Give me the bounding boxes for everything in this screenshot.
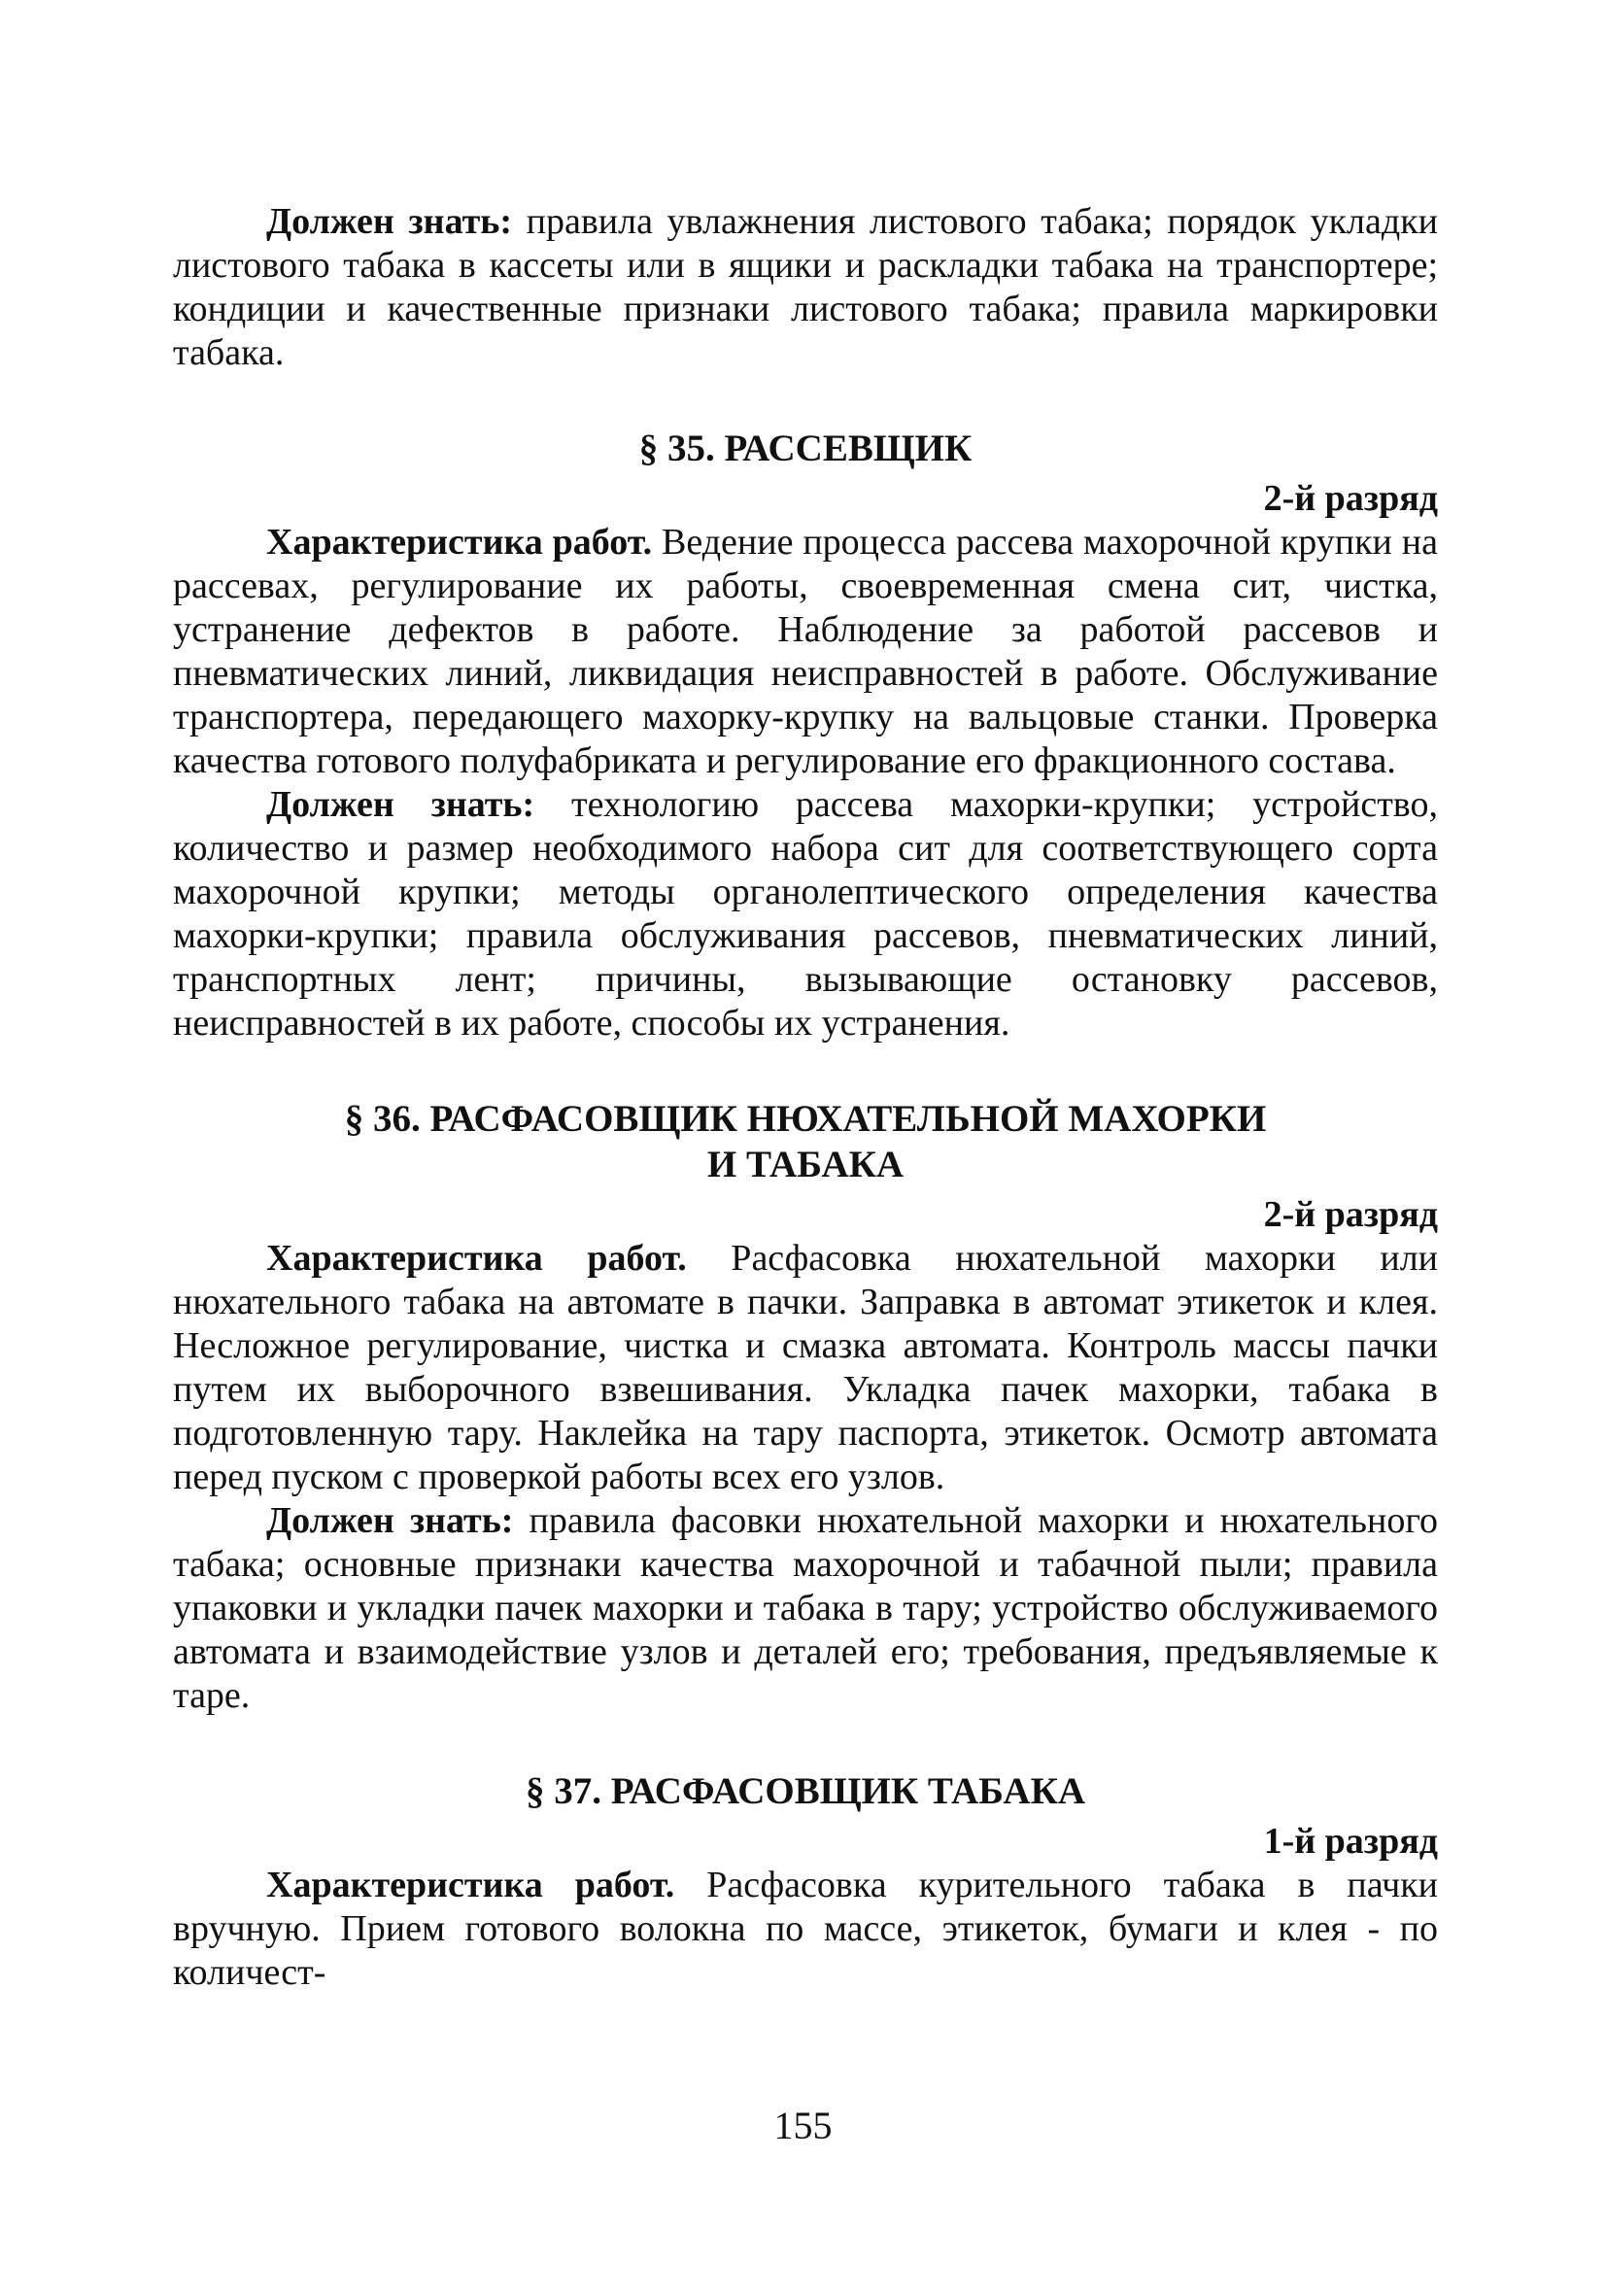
section-heading-37: § 37. РАСФАСОВЩИК ТАБАКА <box>525 1770 1086 1812</box>
rank-label-37: 1-й разряд <box>1263 1821 1438 1862</box>
knowledge-lead: Должен знать: <box>266 1500 514 1541</box>
page-number: 155 <box>773 2104 833 2147</box>
rank-label-36: 2-й разряд <box>1263 1194 1438 1235</box>
knowledge-text: технологию рассева махорки-крупки; устройство, количество и размер необходимого набора сит для соответствующего сорта махорочной крупки; методы органолептического определения качества махорки-крупки; правила обслуживания рассевов, пневматических линий, транспортных лент; причины, вызывающие остановку рассевов, неисправностей в их работе, способы их устранения. <box>173 784 1438 1044</box>
knowledge-paragraph-35 <box>173 783 1438 1045</box>
knowledge-paragraph-36 <box>173 1499 1438 1718</box>
characteristic-paragraph-36 <box>173 1237 1438 1499</box>
section-heading-36-line1: § 36. РАСФАСОВЩИК НЮХАТЕЛЬНОЙ МАХОРКИ <box>344 1098 1267 1140</box>
characteristic-lead: Характеристика работ. <box>266 1238 687 1279</box>
knowledge-text: правила фасовки нюхательной махорки и нюхательного табака; основные признаки качества махорочной и табачной пыли; правила упаковки и укладки пачек махорки и табака в тару; устройство обслуживаемого автомата и взаимодействие узлов и деталей его; требования, предъявляемые к таре. <box>173 1500 1438 1716</box>
characteristic-paragraph-37 <box>173 1864 1438 1995</box>
section-heading-36 <box>173 1096 1438 1187</box>
characteristic-lead: Характеристика работ. <box>266 522 653 563</box>
knowledge-lead: Должен знать: <box>266 201 512 242</box>
page-body <box>173 200 1438 1995</box>
section-heading-36-line2: И ТАБАКА <box>706 1144 905 1185</box>
knowledge-lead: Должен знать: <box>266 784 535 825</box>
section-heading-35: § 35. РАССЕВЩИК <box>638 428 973 469</box>
knowledge-paragraph-34 <box>173 200 1438 375</box>
characteristic-lead: Характеристика работ. <box>266 1865 675 1905</box>
rank-label-35: 2-й разряд <box>1263 478 1438 519</box>
characteristic-paragraph-35 <box>173 521 1438 783</box>
knowledge-text: правила увлажнения листового табака; порядок укладки листового табака в кассеты или в ящики и раскладки табака на транспортере; кондиции и качественные признаки листового табака; правила маркировки табака. <box>173 201 1438 373</box>
characteristic-text: Расфасовка курительного табака в пачки вручную. Прием готового волокна по массе, этикеток, бумаги и клея - по количест- <box>173 1865 1438 1993</box>
characteristic-text: Расфасовка нюхательной махорки или нюхательного табака на автомате в пачки. Заправка в автомат этикеток и клея. Несложное регулирование, чистка и смазка автомата. Контроль массы пачки путем их выборочного взвешивания. Укладка пачек махорки, табака в подготовленную тару. Наклейка на тару паспорта, этикеток. Осмотр автомата перед пуском с проверкой работы всех его узлов. <box>173 1238 1439 1497</box>
characteristic-text: Ведение процесса рассева махорочной крупки на рассевах, регулирование их работы, своевременная смена сит, чистка, устранение дефектов в работе. Наблюдение за работой рассевов и пневматических линий, ликвидация неисправностей в работе. Обслуживание транспортера, передающего махорку-крупку на вальцовые станки. Проверка качества готового полуфабриката и регулирование его фракционного состава. <box>173 522 1438 781</box>
